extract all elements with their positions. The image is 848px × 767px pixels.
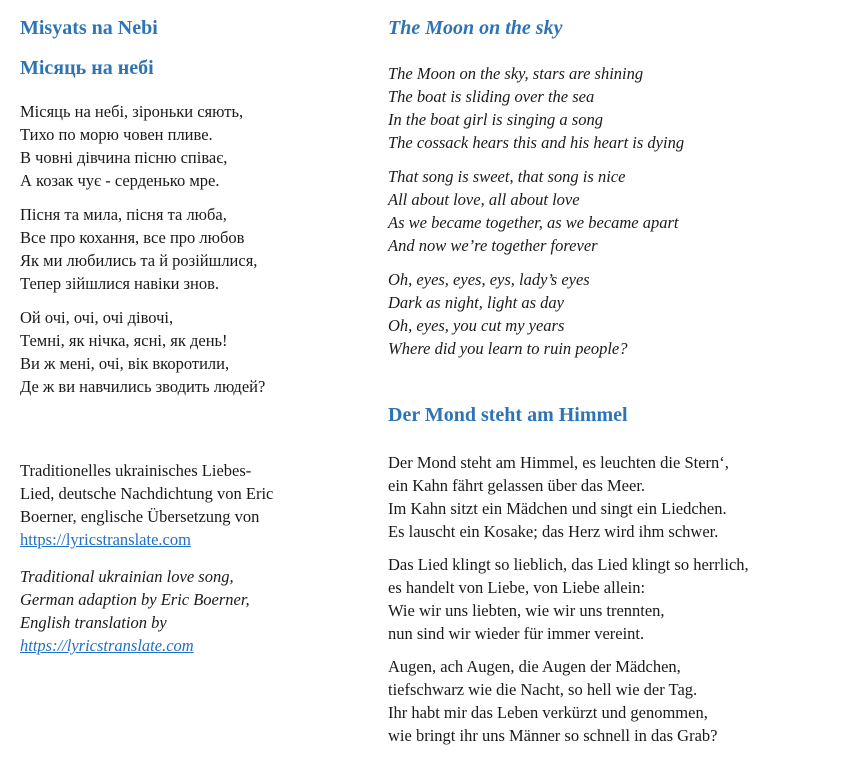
credit-line: Traditional ukrainian love song, [20,567,234,586]
german-stanza-3 [388,655,717,747]
verse-line: The cossack hears this and his heart is dying [388,133,685,152]
verse-line: Oh, eyes, eyes, eys, lady’s eyes [388,270,590,289]
german-stanza-2 [388,553,749,645]
title-latin: Misyats na Nebi [20,17,158,39]
german-stanza-1 [388,451,729,543]
verse-line: All about love, all about love [388,190,580,209]
credit-english [20,565,250,657]
verse-line: es handelt von Liebe, von Liebe allein: [388,578,646,597]
ukrainian-stanza-2 [20,203,257,295]
verse-line: Пісня та мила, пісня та люба, [20,205,227,224]
verse-line: Oh, eyes, you cut my years [388,316,565,335]
verse-line: The Moon on the sky, stars are shining [388,64,644,83]
verse-line: В човні дівчина пісню співає, [20,148,228,167]
verse-line: That song is sweet, that song is nice [388,167,626,186]
verse-line: And now we’re together forever [388,236,598,255]
verse-line: tiefschwarz wie die Nacht, so hell wie der Tag. [388,680,698,699]
verse-line: nun sind wir wieder für immer vereint. [388,624,645,643]
credit-german [20,459,273,551]
verse-line: Wie wir uns liebten, wie wir uns trennten, [388,601,665,620]
verse-line: Es lauscht ein Kosake; das Herz wird ihm schwer. [388,522,719,541]
verse-line: Тепер зійшлися навіки знов. [20,274,220,293]
ukrainian-stanza-1 [20,100,243,192]
verse-line: Im Kahn sitzt ein Mädchen und singt ein Liedchen. [388,499,727,518]
credit-line: Traditionelles ukrainisches Liebes- [20,461,252,480]
ukrainian-stanza-3 [20,306,265,398]
verse-line: In the boat girl is singing a song [388,110,603,129]
english-stanza-3 [388,268,628,360]
verse-line: Все про кохання, все про любов [20,228,245,247]
verse-line: Тихо по морю човен пливе. [20,125,213,144]
verse-line: Ой очі, очі, очі дівочі, [20,308,174,327]
credit-line: Boerner, englische Übersetzung von [20,507,260,526]
english-stanza-2 [388,165,679,257]
verse-line: ein Kahn fährt gelassen über das Meer. [388,476,646,495]
verse-line: Як ми любились та й розійшлися, [20,251,258,270]
credit-line: Lied, deutsche Nachdichtung von Eric [20,484,274,503]
lyricstranslate-link[interactable]: https://lyricstranslate.com [20,530,191,549]
verse-line: The boat is sliding over the sea [388,87,595,106]
credit-line: German adaption by Eric Boerner, [20,590,250,609]
credit-line: English translation by [20,613,167,632]
verse-line: Ihr habt mir das Leben verkürzt und genommen, [388,703,708,722]
english-stanza-1 [388,62,684,154]
verse-line: Ви ж мені, очі, вік вкоротили, [20,354,230,373]
verse-line: wie bringt ihr uns Männer so schnell in das Grab? [388,726,718,745]
verse-line: Dark as night, light as day [388,293,564,312]
verse-line: Місяць на небі, зіроньки сяють, [20,102,244,121]
lyricstranslate-link[interactable]: https://lyricstranslate.com [20,636,194,655]
verse-line: Augen, ach Augen, die Augen der Mädchen, [388,657,681,676]
verse-line: As we became together, as we became apart [388,213,679,232]
verse-line: Темні, як нічка, ясні, як день! [20,331,228,350]
verse-line: Der Mond steht am Himmel, es leuchten die Stern‘, [388,453,729,472]
verse-line: Де ж ви навчились зводить людей? [20,377,266,396]
verse-line: А козак чує - серденько мре. [20,171,220,190]
title-cyrillic: Місяць на небі [20,57,154,79]
verse-line: Where did you learn to ruin people? [388,339,628,358]
english-title: The Moon on the sky [388,17,563,39]
verse-line: Das Lied klingt so lieblich, das Lied klingt so herrlich, [388,555,749,574]
german-title: Der Mond steht am Himmel [388,404,628,426]
